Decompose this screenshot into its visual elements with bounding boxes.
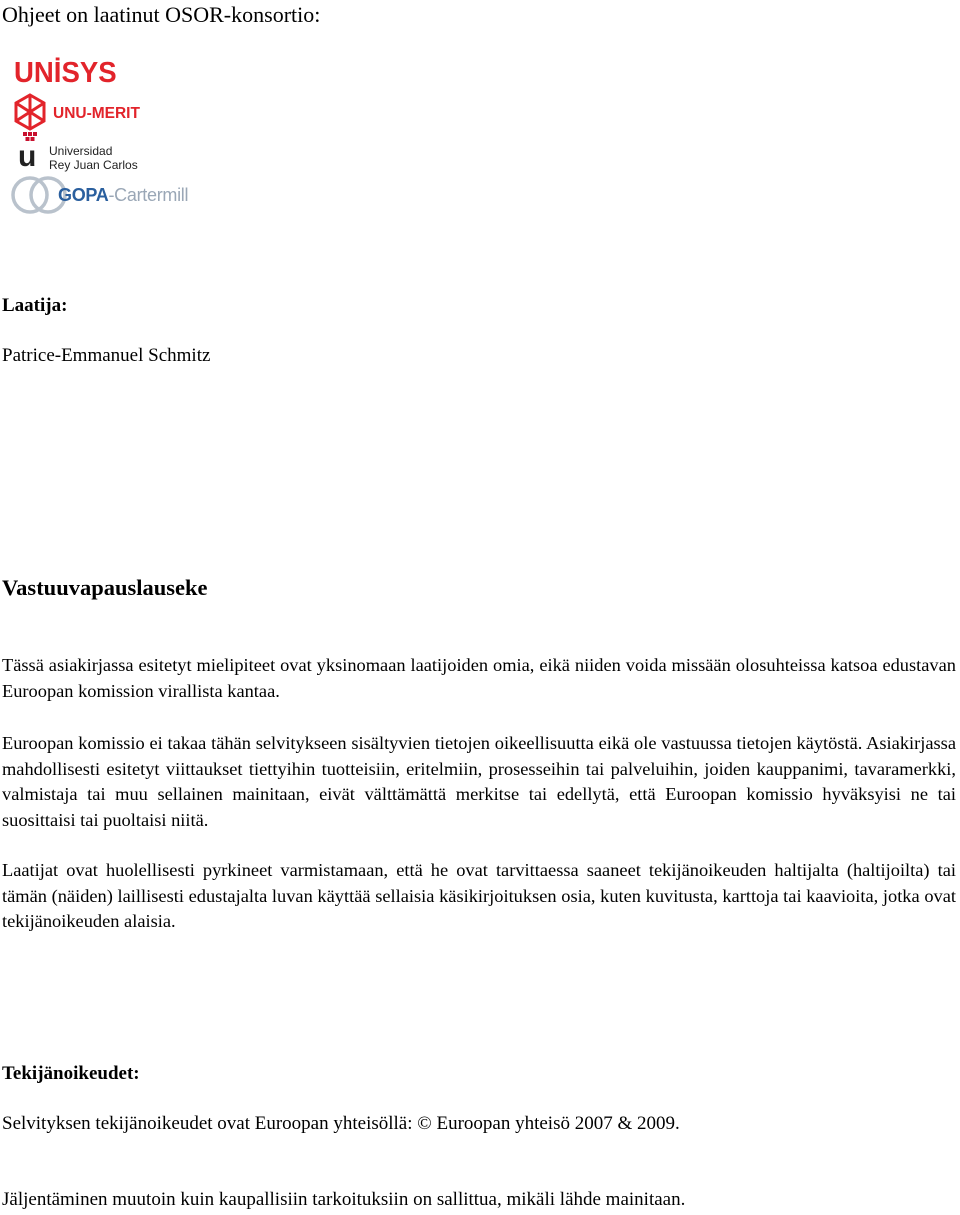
- urjc-line1: Universidad: [49, 144, 113, 158]
- copyright-label: Tekijänoikeudet:: [2, 1063, 140, 1084]
- disclaimer-paragraph-1: Tässä asiakirjassa esitetyt mielipiteet ovat yksinomaan laatijoiden omia, eikä niiden voida missään olosuhteissa katsoa edustavan Euroopan komission virallista kantaa.: [2, 655, 956, 701]
- disclaimer-title: Vastuuvapauslauseke: [2, 575, 208, 600]
- gopa-cartermill-wordmark: [58, 184, 188, 206]
- intro-text: Ohjeet on laatinut OSOR-konsortio:: [2, 2, 321, 27]
- unu-merit-emblem-icon: [12, 92, 48, 132]
- unu-merit-wordmark: UNU-MERIT: [53, 105, 140, 122]
- author-name: Patrice-Emmanuel Schmitz: [2, 345, 211, 366]
- author-label: Laatija:: [2, 295, 68, 316]
- urjc-line2: Rey Juan Carlos: [49, 158, 138, 172]
- copyright-statement: Selvityksen tekijänoikeudet ovat Euroopan yhteisöllä: © Euroopan yhteisö 2007 & 2009.: [2, 1113, 680, 1134]
- unu-merit-logo: [12, 92, 212, 132]
- gopa-cartermill-logo: [10, 172, 225, 217]
- reproduction-statement: Jäljentäminen muutoin kuin kaupallisiin tarkoituksiin on sallittua, mikäli lähde mainitaan.: [2, 1189, 686, 1210]
- consortium-logos: [12, 52, 222, 217]
- urjc-logo: [14, 132, 214, 174]
- cartermill-wordmark: -Cartermill: [108, 185, 189, 205]
- urjc-mark: u: [18, 140, 37, 173]
- gopa-wordmark: GOPA: [58, 185, 109, 205]
- disclaimer-paragraph-3: Laatijat ovat huolellisesti pyrkineet varmistamaan, että he ovat tarvittaessa saaneet tekijänoikeuden haltijalta (haltijoilta) tai tämän (näiden) laillisesti edustajalta luvan käyttää sellaisia käsikirjoituksen osia, kuten kuvitusta, karttoja tai kaavioita, jotka ovat tekijänoikeuden alaisia.: [2, 860, 956, 931]
- urjc-wordmark: [49, 144, 138, 172]
- disclaimer-paragraph-2: Euroopan komissio ei takaa tähän selvitykseen sisältyvien tietojen oikeellisuutta eikä ole vastuussa tietojen käytöstä. Asiakirjassa mahdollisesti esitetyt viittaukset tiettyihin tuotteisiin, eritelmiin, prosesseihin tai palveluihin, joiden kauppanimi, tavaramerkki, valmistaja tai muu sellainen mainitaan, eivät välttämättä merkitse tai edellytä, että Euroopan komissio hyväksyisi ne tai suosittaisi tai puoltaisi niitä.: [2, 733, 956, 830]
- unisys-logo: UNİSYS: [14, 57, 117, 89]
